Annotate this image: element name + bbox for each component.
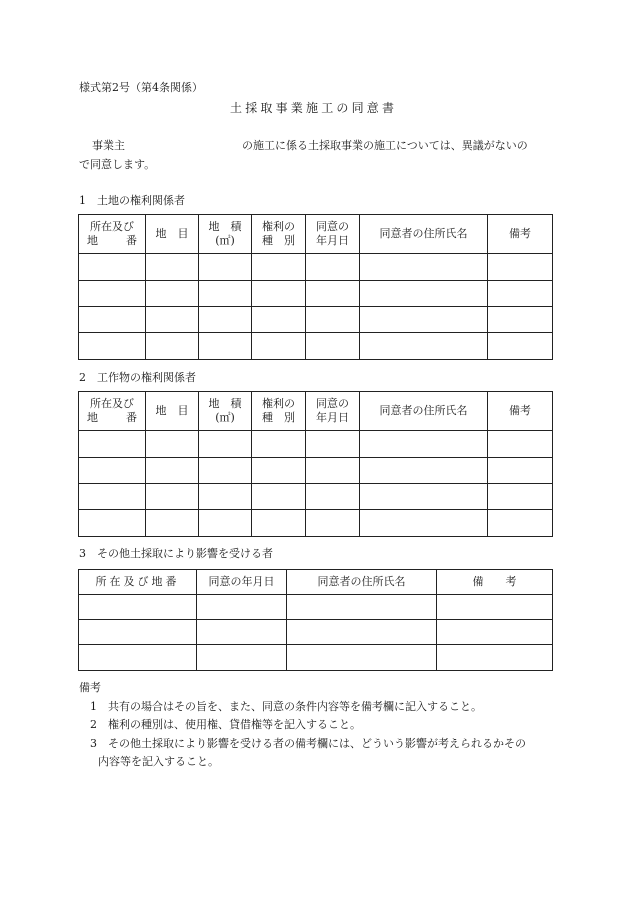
section1-heading: 1 土地の権利関係者 xyxy=(79,194,185,207)
table-row xyxy=(79,620,553,645)
note-3-line2: 内容等を記入すること。 xyxy=(98,755,219,768)
document-title: 土採取事業施工の同意書 xyxy=(230,101,398,115)
header-area: 地 積 (㎡) xyxy=(199,392,252,431)
table-row xyxy=(79,645,553,671)
section2-heading: 2 工作物の権利関係者 xyxy=(79,371,196,384)
header-right-type: 権利の 種 別 xyxy=(252,392,306,431)
table-row xyxy=(79,458,553,484)
header-remarks: 備考 xyxy=(488,392,553,431)
header-land-category: 地 目 xyxy=(146,392,199,431)
header-consent-date: 同意の年月日 xyxy=(197,570,287,595)
header-remarks: 備 考 xyxy=(437,570,553,595)
section3-table xyxy=(78,569,553,671)
header-right-type: 権利の 種 別 xyxy=(252,215,306,254)
form-number: 様式第2号（第4条関係） xyxy=(79,81,203,94)
header-consent-date: 同意の 年月日 xyxy=(306,215,360,254)
section1-table xyxy=(78,214,553,360)
table-row xyxy=(79,254,553,281)
header-location: 所在及び 地 番 xyxy=(79,392,146,431)
notes-heading: 備考 xyxy=(79,681,101,694)
header-location: 所在及び地番 xyxy=(79,570,197,595)
header-area: 地 積 (㎡) xyxy=(199,215,252,254)
intro-text-line1: の施工に係る土採取事業の施工については、異議がないの xyxy=(242,139,528,152)
section2-table xyxy=(78,391,553,537)
header-land-category: 地 目 xyxy=(146,215,199,254)
header-consent-date: 同意の 年月日 xyxy=(306,392,360,431)
intro-applicant-label: 事業主 xyxy=(92,139,125,152)
table-row xyxy=(79,484,553,510)
header-consenter: 同意者の住所氏名 xyxy=(360,392,488,431)
note-1: 1 共有の場合はその旨を、また、同意の条件内容等を備考欄に記入すること。 xyxy=(90,700,482,713)
section3-heading: 3 その他土採取により影響を受ける者 xyxy=(79,547,273,560)
table-row xyxy=(79,595,553,620)
intro-text-line2: で同意します。 xyxy=(79,158,156,171)
table-row xyxy=(79,333,553,360)
table-row xyxy=(79,281,553,307)
header-consenter: 同意者の住所氏名 xyxy=(287,570,437,595)
note-3-line1: 3 その他土採取により影響を受ける者の備考欄には、どういう影響が考えられるかその xyxy=(90,737,526,750)
header-remarks: 備考 xyxy=(488,215,553,254)
header-consenter: 同意者の住所氏名 xyxy=(360,215,488,254)
table-row xyxy=(79,431,553,458)
table-row xyxy=(79,307,553,333)
note-2: 2 権利の種別は、使用権、貸借権等を記入すること。 xyxy=(90,718,361,731)
table-row xyxy=(79,510,553,537)
header-location: 所在及び 地 番 xyxy=(79,215,146,254)
